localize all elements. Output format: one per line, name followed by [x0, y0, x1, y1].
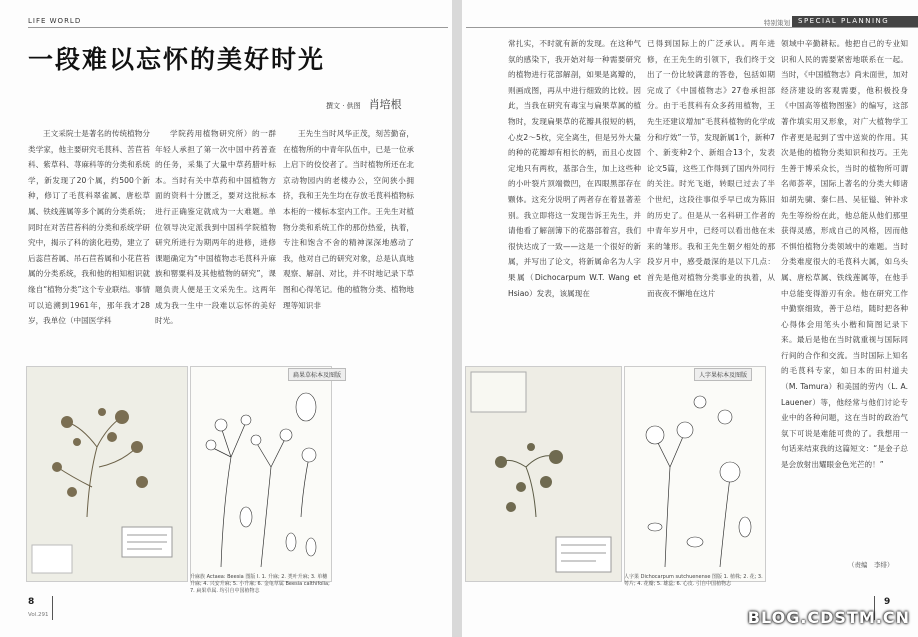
figure-caption: 升麻族 Actaea: Beesia 图版 I. 1. 升麻; 2. 类叶升麻; 3. 单穗升麻; 4. 兴安升麻; 5. 小升麻; 6. 金龟草属 Beesia calthifolia; 7. 扁果草属. 均引自中国植物志: [190, 574, 330, 594]
text-column-3: 王先生当时风华正茂，刻苦勤奋，在植物所的中青年队伍中，已是一位承上启下的佼佼者了。当时植物所还在北京动物园内的老楼办公，空间狭小拥挤，我和王先生均在存放毛茛科植物标本柜的一楼标本室内工作。王先生对植物分类和系统工作的那份热爱，执着，专注和饱含不舍的精神深深地感动了我，他对自己的研究对象，总是认真地观察、解剖、对比，并不时地记录下草图和心得笔记。他的植物分类、植物地理等知识非: [283, 129, 414, 310]
specimen-photo: [465, 366, 622, 582]
text-column-2: 已得到国际上的广泛承认。两年进修，在王先生的引领下，我们终于交出了一份比较满意的答卷，包括如期完成了《中国植物志》27卷承担部分。由于毛茛科有众多药用植物，王先生还建议增加“毛茛科植物的化学成分和疗效”一节，发现新属1个，新种7个、新变种2个、新组合13个，发表论文5篇，这些工作得到了国内外同行的关注。时光飞逝，转眼已过去了半个世纪，这段往事似乎早已成为陈旧的历史了。但是从一名科研工作者的中青年岁月中，已经可以看出他在未来的雏形。我和王先生朝夕相处的那段岁月中，感受最深的是以下几点：首先是他对植物分类事业的执着，从而夜夜不懈地在这片: [647, 39, 775, 298]
gutter: [452, 0, 462, 637]
header-rule: [28, 27, 448, 28]
section-label: LIFE WORLD: [28, 17, 82, 25]
specimen-photo: [26, 366, 188, 582]
byline-name: 肖培根: [368, 98, 402, 111]
text-column-2: 学院药用植物研究所）的一群年轻人承担了第一次中国中药普查的任务，采集了大量中草药腊叶标本。当时有关中草药和中国植物方面的资料十分匮乏，要对这批标本进行正确鉴定就成为一大难题。单位领导决定派我到中国科学院植物研究所进行为期两年的进修，进修课题确定为“中国植物志毛茛科升麻族和罂粟科及其他植物的研究”，课题负责人便是王文采先生。这两年成为我一生中一段难以忘怀的美好时光。: [155, 129, 276, 326]
figure-label: 人字果标本及图版: [694, 368, 752, 381]
figure-label: 扁果草标本及图版: [288, 368, 346, 381]
page-number: 9: [884, 597, 891, 607]
watermark: BLOG.CDSTM.CN: [747, 608, 910, 627]
text-column-1: 常扎实，不时就有新的发现。在这种气氛的感染下，我开始对每一种需要研究的植物进行花部解剖，如果是离瓣的，则画成图，再从中进行细致的比较。因此，当我在研究有毒宝与扁果草属的植物时，发现扁果草的花瓣具很短的柄，心皮2～5枚，完全离生，但是另外大量的种的花瓣却有相长的柄，而且心皮固定地只有两枚，基部合生，加上这些种的小叶裂片顶端微凹，在四眼黑部存在颗体。这充分说明了两者存在着显著差别。我立即将这一发现告诉王先生，并请他看了解剖簿下的花器部着宫，我们很快达成了一致——这是一个很好的新属，并写出了论文，将新属命名为人字果属（Dichocarpum W.T. Wang et Hsiao）发表，该属现在: [508, 39, 641, 298]
right-page: [462, 0, 918, 637]
header-rule: [466, 27, 918, 28]
text-column-1: 王文采院士是著名的传统植物分类学家，他主要研究毛茛科、苦苣苔科、紫草科、荨麻科等的分类和系统学，新发现了20个属，约500个新种，修订了毛茛科翠雀属、唐松草属、铁线莲属等多个属的分类系统；同时在对苦苣苔科的分类和系统学研究中，揭示了科的演化趋势，建立了后蕊苣苔属、吊石苣苔属和小花苣苔属的分类系统，我和他的相知相识就缘自“植物分类”这个专业联结。事情可以追溯到1961年，那年我才28岁，我单位（中国医学科: [28, 129, 150, 326]
byline: [326, 96, 402, 112]
botanical-plate: [190, 366, 332, 582]
text-column-3: 领域中辛勤耕耘。他把自己的专业知识和人民的需要紧密地联系在一起。当时，《中国植物志》尚未面世，加对经济建设的客观需要，他积极投身《中国高等植物图鉴》的编写，这部著作填实用又形象，对广大植物学工作者更是起到了雪中送炭的作用。其次是他的植物分类知识和技巧。王先生善于博采众长，当时的植物所可谓名师荟萃，国际上著名的分类大师诸如胡先骕、秦仁昌、吴征镒、钟补求先生等纷纷在此，他总能从他们那里获得灵感，形成自己的风格，因而他不惧怕植物分类领域中的难题。当时分类难度很大的毛茛科大属，如乌头属、唐松草属、铁线莲属等，在他手中总能变得游刃有余。他在研究工作中勤察细致，善于总结，随时把各种心得体会用笔头小楷和简图记录下来。最后是他在当时就重视与国际同行间的合作和交流。当时国际上知名的毛茛科专家，如日本的田村道夫（M. Tamura）和美国的劳内（L. A. Lauener）等，他经常与他们讨论专业中的各种问题，这在当时的政治气氛下可说是难能可贵的了。我想用一句话来结束我的这篇短文：“是金子总是会放射出耀眼金色光芒的！”: [781, 39, 908, 470]
article-title: 一段难以忘怀的美好时光: [28, 45, 326, 74]
section-tag: 特别策划: [764, 19, 790, 27]
page-number: 8: [28, 597, 35, 607]
botanical-plate: [624, 366, 766, 582]
figure-caption: 人字果 Dichocarpum sutchuenense 图版 1. 植株; 2. 花; 3. 萼片; 4. 花瓣; 5. 雄蕊; 6. 心皮. 引自中国植物志: [624, 574, 763, 587]
section-band: SPECIAL PLANNING: [792, 16, 918, 27]
editor-note: （责编 李绯）: [848, 561, 894, 569]
footer-rule: [52, 596, 53, 620]
volume-number: Vol.291: [28, 612, 49, 618]
left-page: [0, 0, 452, 637]
byline-role: 撰文 · 供图: [326, 102, 361, 110]
